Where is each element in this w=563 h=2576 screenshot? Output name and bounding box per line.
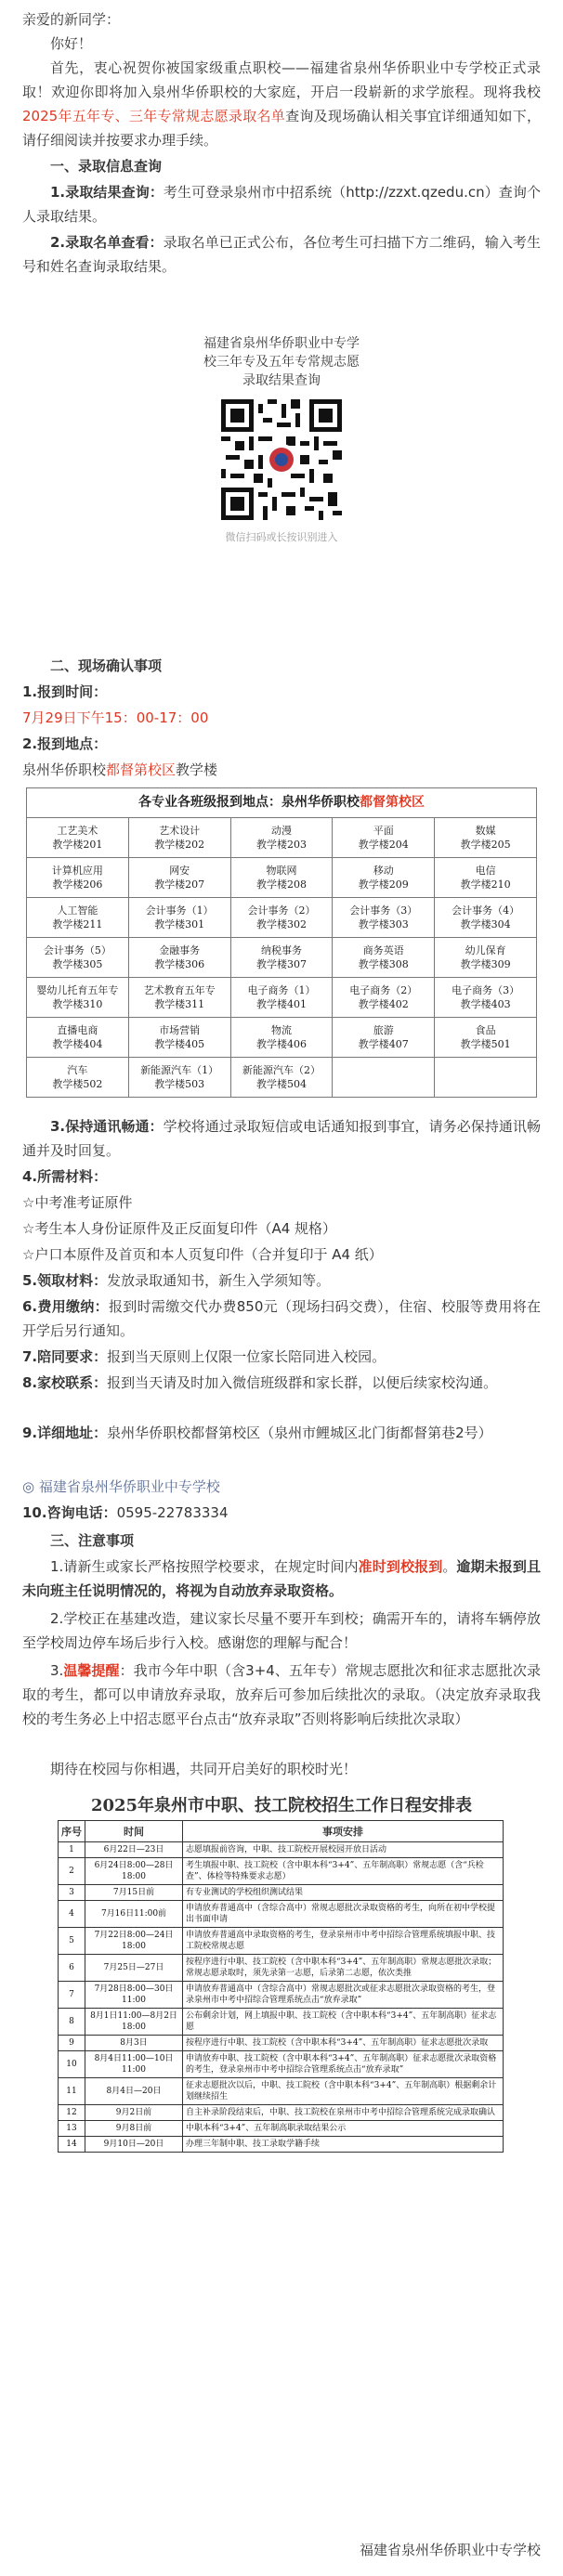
major-name: 动漫 — [270, 825, 292, 837]
intro-paragraph: 首先，衷心祝贺你被国家级重点职校——福建省泉州华侨职业中专学校正式录取！欢迎你即将加入泉州华侨职校的大家庭，开启一段崭新的求学旅程。现将我校2025年五年专、三年专常规志愿录取名单查询及现场确认相关事宜详细通知如下，请仔细阅读并按要求办理手续。 — [22, 59, 541, 149]
classroom-location: 教学楼302 — [255, 918, 307, 930]
classroom-cell — [27, 1018, 129, 1058]
note-2: 2.学校正在基建改造，建议家长尽量不要开车到校；确需开车的，请将车辆停放至学校周边停车场后步行入校。感谢您的理解与配合！ — [22, 1610, 541, 1651]
qr-card — [172, 334, 391, 631]
schedule-item: 申请放弃中职、技工院校（含中职本科“3+4”、五年制高职）征求志愿批次录取资格的考生，登录泉州市中考中招综合管理系统点击“放弃录取” — [183, 2051, 504, 2078]
classroom-row — [27, 858, 537, 898]
classroom-cell — [128, 858, 230, 898]
classroom-cell — [128, 898, 230, 938]
classroom-location: 教学楼206 — [52, 878, 103, 891]
classroom-location: 教学楼202 — [154, 839, 205, 851]
classroom-cell — [128, 978, 230, 1018]
classroom-location: 教学楼303 — [358, 918, 409, 930]
major-name: 艺术设计 — [159, 825, 201, 837]
qr-title-3: 录取结果查询 — [242, 373, 321, 388]
schedule-row — [59, 2121, 504, 2137]
classroom-location: 教学楼210 — [460, 878, 511, 891]
classroom-cell — [435, 1058, 537, 1098]
schedule-row — [59, 1842, 504, 1858]
classroom-cell — [27, 1058, 129, 1098]
major-name: 会计事务（1） — [145, 904, 214, 917]
major-name: 物流 — [270, 1024, 292, 1036]
major-name: 汽车 — [67, 1064, 88, 1076]
classroom-location: 教学楼306 — [154, 958, 205, 970]
schedule-row — [59, 2137, 504, 2153]
classroom-cell — [27, 818, 129, 858]
classroom-row — [27, 818, 537, 858]
major-name: 计算机应用 — [51, 865, 103, 877]
schedule-row — [59, 2009, 504, 2036]
qr-caption: 微信扫码或长按识别进入 — [225, 531, 338, 543]
schedule-num: 1 — [59, 1842, 85, 1858]
classroom-cell — [128, 818, 230, 858]
schedule-num: 7 — [59, 1982, 85, 2009]
major-name: 食品 — [475, 1024, 496, 1036]
report-time-label: 1.报到时间： — [22, 683, 108, 700]
schedule-time: 8月1日11:00—8月2日18:00 — [85, 2009, 183, 2036]
major-name: 新能源汽车（2） — [242, 1064, 321, 1076]
classroom-cell — [230, 818, 333, 858]
result-query-item: 1.录取结果查询：考生可登录泉州市中招系统（http://zzxt.qzedu.cn）查询个人录取结果。 — [22, 184, 541, 225]
classroom-cell — [128, 938, 230, 978]
classroom-cell — [230, 978, 333, 1018]
classroom-location: 教学楼207 — [154, 878, 205, 891]
phone-item: 10.咨询电话：0595-22783334 — [22, 1504, 229, 1521]
classroom-cell — [333, 858, 435, 898]
classroom-cell — [128, 1058, 230, 1098]
location-link[interactable]: ◎ 福建省泉州华侨职业中专学校 — [22, 1478, 220, 1495]
major-name: 会计事务（2） — [247, 904, 316, 917]
note-1: 1.请新生或家长严格按照学校要求，在规定时间内准时到校报到。逾期未报到且未向班主任说明情况的，将视为自动放弃录取资格。 — [22, 1558, 541, 1599]
schedule-row — [59, 2105, 504, 2121]
schedule-time: 8月4日—20日 — [85, 2078, 183, 2105]
major-name: 电子商务（3） — [452, 984, 520, 996]
classroom-location: 教学楼209 — [358, 878, 409, 891]
schedule-time: 9月2日前 — [85, 2105, 183, 2121]
classroom-location: 教学楼406 — [255, 1038, 307, 1050]
major-name: 电信 — [475, 865, 496, 877]
schedule-row — [59, 1982, 504, 2009]
schedule-time: 8月3日 — [85, 2036, 183, 2051]
major-name: 会计事务（4） — [452, 904, 520, 917]
classroom-cell — [333, 1018, 435, 1058]
classroom-location: 教学楼308 — [358, 958, 409, 970]
qr-title-2: 校三年专及五年专常规志愿 — [203, 355, 360, 370]
major-name: 商务英语 — [362, 944, 404, 956]
classroom-location: 教学楼204 — [358, 839, 409, 851]
classroom-location: 教学楼403 — [460, 998, 511, 1010]
footer-school-name: 福建省泉州华侨职业中专学校 — [359, 2542, 541, 2558]
schedule-row — [59, 1858, 504, 1885]
materials-label: 4.所需材料： — [22, 1168, 108, 1185]
schedule-row — [59, 1955, 504, 1982]
schedule-item: 考生填报中职、技工院校（含中职本科“3+4”、五年制高职）常规志愿（含“兵检查”、体检等特殊要求志愿） — [183, 1858, 504, 1885]
material-2: ☆考生本人身份证原件及正反面复印件（A4 规格） — [22, 1220, 337, 1237]
classroom-cell — [27, 978, 129, 1018]
schedule-num: 13 — [59, 2121, 85, 2137]
greeting: 亲爱的新同学： — [22, 11, 121, 28]
classroom-location: 教学楼208 — [255, 878, 307, 891]
schedule-row — [59, 1928, 504, 1955]
classroom-cell — [230, 938, 333, 978]
classroom-cell — [230, 1058, 333, 1098]
schedule-item: 申请放弃普通高中录取资格的考生，登录泉州市中考中招综合管理系统填报中职、技工院校常规志愿 — [183, 1928, 504, 1955]
major-name: 旅游 — [373, 1024, 394, 1036]
classroom-location: 教学楼205 — [460, 839, 511, 851]
classroom-location: 教学楼502 — [52, 1078, 103, 1090]
major-name: 纳税事务 — [260, 944, 302, 956]
classroom-location: 教学楼404 — [52, 1038, 103, 1050]
classroom-location: 教学楼309 — [460, 958, 511, 970]
schedule-time: 7月25日—27日 — [85, 1955, 183, 1982]
major-name: 移动 — [373, 865, 394, 877]
schedule-num: 11 — [59, 2078, 85, 2105]
major-name: 人工智能 — [57, 904, 98, 917]
classroom-cell — [333, 978, 435, 1018]
major-name: 物联网 — [266, 865, 297, 877]
major-name: 电子商务（1） — [247, 984, 316, 996]
classroom-cell — [435, 1018, 537, 1058]
classroom-cell — [128, 1018, 230, 1058]
major-name: 会计事务（3） — [349, 904, 418, 917]
classroom-row — [27, 938, 537, 978]
schedule-num: 10 — [59, 2051, 85, 2078]
major-name: 直播电商 — [57, 1024, 98, 1036]
schedule-num: 8 — [59, 2009, 85, 2036]
schedule-title: 2025年泉州市中职、技工院校招生工作日程安排表 — [90, 1796, 473, 1815]
major-name: 幼儿保育 — [465, 944, 506, 956]
schedule-time: 9月10日—20日 — [85, 2137, 183, 2153]
qr-code-icon — [221, 399, 342, 520]
schedule-time: 6月22日—23日 — [85, 1842, 183, 1858]
schedule-item: 申请放弃普通高中（含综合高中）常规志愿批次或征求志愿批次录取资格的考生，登录泉州市中考中招综合管理系统点击“放弃录取” — [183, 1982, 504, 2009]
classroom-location: 教学楼311 — [154, 998, 205, 1010]
classroom-cell — [435, 978, 537, 1018]
schedule-num: 6 — [59, 1955, 85, 1982]
major-name: 数媒 — [475, 825, 496, 837]
material-3: ☆户口本原件及首页和本人页复印件（合并复印于 A4 纸） — [22, 1246, 383, 1263]
major-name: 工艺美术 — [57, 825, 98, 837]
classroom-cell — [435, 818, 537, 858]
section-2-title: 二、现场确认事项 — [50, 657, 163, 674]
schedule-time: 7月28日8:00—30日11:00 — [85, 1982, 183, 2009]
report-time-value: 7月29日下午15：00-17：00 — [22, 709, 209, 726]
report-place-value: 泉州华侨职校都督第校区教学楼 — [22, 761, 218, 778]
classroom-location: 教学楼405 — [154, 1038, 205, 1050]
classroom-location: 教学楼503 — [154, 1078, 205, 1090]
keep-contact-item: 3.保持通讯畅通：学校将通过录取短信或电话通知报到事宜，请务必保持通讯畅通并及时回复。 — [22, 1118, 541, 1159]
schedule-item: 按程序进行中职、技工院校（含中职本科“3+4”、五年制高职）常规志愿批次录取；常规志愿录取时，须先录第一志愿，后录第二志愿，依次类推 — [183, 1955, 504, 1982]
schedule-num: 5 — [59, 1928, 85, 1955]
classroom-cell — [230, 858, 333, 898]
classroom-table — [26, 787, 537, 1098]
major-name: 金融事务 — [159, 944, 201, 956]
schedule-time: 7月16日11:00前 — [85, 1901, 183, 1928]
companion-item: 7.陪同要求：报到当天原则上仅限一位家长陪同进入校园。 — [22, 1348, 386, 1365]
classroom-location: 教学楼203 — [255, 839, 307, 851]
classroom-cell — [27, 858, 129, 898]
classroom-row — [27, 1018, 537, 1058]
schedule-table — [58, 1820, 504, 2153]
classroom-location: 教学楼305 — [52, 958, 103, 970]
home-school-item: 8.家校联系：报到当天请及时加入微信班级群和家长群，以便后续家校沟通。 — [22, 1374, 498, 1391]
schedule-time: 9月8日前 — [85, 2121, 183, 2137]
classroom-table-title: 各专业各班级报到地点：泉州华侨职校都督第校区 — [27, 788, 537, 818]
schedule-time: 7月15日前 — [85, 1885, 183, 1901]
classroom-cell — [333, 818, 435, 858]
classroom-cell — [27, 938, 129, 978]
receive-materials-item: 5.领取材料：发放录取通知书，新生入学须知等。 — [22, 1272, 331, 1289]
hello: 你好！ — [50, 35, 93, 52]
schedule-row — [59, 1885, 504, 1901]
schedule-num: 2 — [59, 1858, 85, 1885]
major-name: 平面 — [373, 825, 394, 837]
schedule-item: 按程序进行中职、技工院校（含中职本科“3+4”、五年制高职）征求志愿批次录取 — [183, 2036, 504, 2051]
major-name: 会计事务（5） — [43, 944, 111, 956]
major-name: 艺术教育五年专 — [143, 984, 216, 996]
classroom-row — [27, 978, 537, 1018]
major-name: 新能源汽车（1） — [140, 1064, 219, 1076]
schedule-num: 12 — [59, 2105, 85, 2121]
schedule-header-row — [59, 1821, 504, 1842]
major-name: 婴幼儿托育五年专 — [36, 984, 119, 996]
schedule-header-time: 时间 — [85, 1821, 183, 1842]
classroom-row — [27, 898, 537, 938]
schedule-item: 公布剩余计划，网上填报中职、技工院校（含中职本科“3+4”、五年制高职）征求志愿 — [183, 2009, 504, 2036]
schedule-header-num: 序号 — [59, 1821, 85, 1842]
classroom-location: 教学楼201 — [52, 839, 103, 851]
schedule-item: 自主补录阶段结束后，中职、技工院校在泉州市中考中招综合管理系统完成录取确认 — [183, 2105, 504, 2121]
schedule-time: 7月22日8:00—24日18:00 — [85, 1928, 183, 1955]
schedule-item: 有专业测试的学校组织测试结果 — [183, 1885, 504, 1901]
section-1-title: 一、录取信息查询 — [50, 158, 163, 175]
material-1: ☆中考准考证原件 — [22, 1194, 133, 1211]
schedule-item: 中职本科“3+4”、五年制高职录取结果公示 — [183, 2121, 504, 2137]
location-pin-icon: ◎ — [22, 1478, 39, 1495]
list-view-item: 2.录取名单查看：录取名单已正式公布，各位考生可扫描下方二维码，输入考生号和姓名查询录取结果。 — [22, 234, 541, 275]
classroom-cell — [435, 858, 537, 898]
schedule-header-item: 事项安排 — [183, 1821, 504, 1842]
closing-line: 期待在校园与你相遇，共同开启美好的职校时光！ — [50, 1761, 358, 1777]
classroom-location: 教学楼307 — [255, 958, 307, 970]
major-name: 网安 — [169, 865, 190, 877]
classroom-cell — [230, 898, 333, 938]
schedule-num: 4 — [59, 1901, 85, 1928]
classroom-cell — [435, 898, 537, 938]
fees-item: 6.费用缴纳：报到时需缴交代办费850元（现场扫码交费），住宿、校服等费用将在开学后另行通知。 — [22, 1298, 541, 1339]
classroom-row — [27, 1058, 537, 1098]
classroom-cell — [435, 938, 537, 978]
section-3-title: 三、注意事项 — [50, 1532, 135, 1549]
classroom-location: 教学楼501 — [460, 1038, 511, 1050]
schedule-item: 办理三年制中职、技工录取学籍手续 — [183, 2137, 504, 2153]
schedule-num: 3 — [59, 1885, 85, 1901]
classroom-cell — [333, 898, 435, 938]
classroom-location: 教学楼301 — [154, 918, 205, 930]
schedule-num: 9 — [59, 2036, 85, 2051]
classroom-cell — [333, 938, 435, 978]
address-item: 9.详细地址：泉州华侨职校都督第校区（泉州市鲤城区北门街都督第巷2号） — [22, 1425, 492, 1441]
note-3: 3.温馨提醒：我市今年中职（含3+4、五年专）常规志愿批次和征求志愿批次录取的考生，都可以申请放弃录取，放弃后可参加后续批次的录取。（决定放弃录取我校的考生务必上中招志愿平台点击“放弃录取”否则将影响后续批次录取） — [22, 1662, 541, 1727]
schedule-row — [59, 2078, 504, 2105]
classroom-location: 教学楼504 — [255, 1078, 307, 1090]
classroom-cell — [230, 1018, 333, 1058]
qr-title-1: 福建省泉州华侨职业中专学 — [203, 336, 360, 351]
classroom-location: 教学楼211 — [52, 918, 103, 930]
classroom-location: 教学楼407 — [358, 1038, 409, 1050]
major-name: 电子商务（2） — [349, 984, 418, 996]
classroom-location: 教学楼402 — [358, 998, 409, 1010]
schedule-row — [59, 1901, 504, 1928]
report-place-label: 2.报到地点： — [22, 735, 108, 752]
schedule-time: 8月4日11:00—10日11:00 — [85, 2051, 183, 2078]
schedule-num: 14 — [59, 2137, 85, 2153]
major-name: 市场营销 — [159, 1024, 201, 1036]
classroom-location: 教学楼310 — [52, 998, 103, 1010]
schedule-item: 征求志愿批次以后，中职、技工院校（含中职本科“3+4”、五年制高职）根据剩余计划继续招生 — [183, 2078, 504, 2105]
schedule-item: 申请放弃普通高中（含综合高中）常规志愿批次录取资格的考生，向所在初中学校提出书面申请 — [183, 1901, 504, 1928]
schedule-time: 6月24日8:00—28日18:00 — [85, 1858, 183, 1885]
classroom-location: 教学楼304 — [460, 918, 511, 930]
qr-code-image[interactable] — [221, 399, 342, 520]
schedule-row — [59, 2051, 504, 2078]
classroom-cell — [27, 898, 129, 938]
schedule-row — [59, 2036, 504, 2051]
classroom-location: 教学楼401 — [255, 998, 307, 1010]
schedule-item: 志愿填报前咨询，中职、技工院校开展校园开放日活动 — [183, 1842, 504, 1858]
classroom-cell — [333, 1058, 435, 1098]
